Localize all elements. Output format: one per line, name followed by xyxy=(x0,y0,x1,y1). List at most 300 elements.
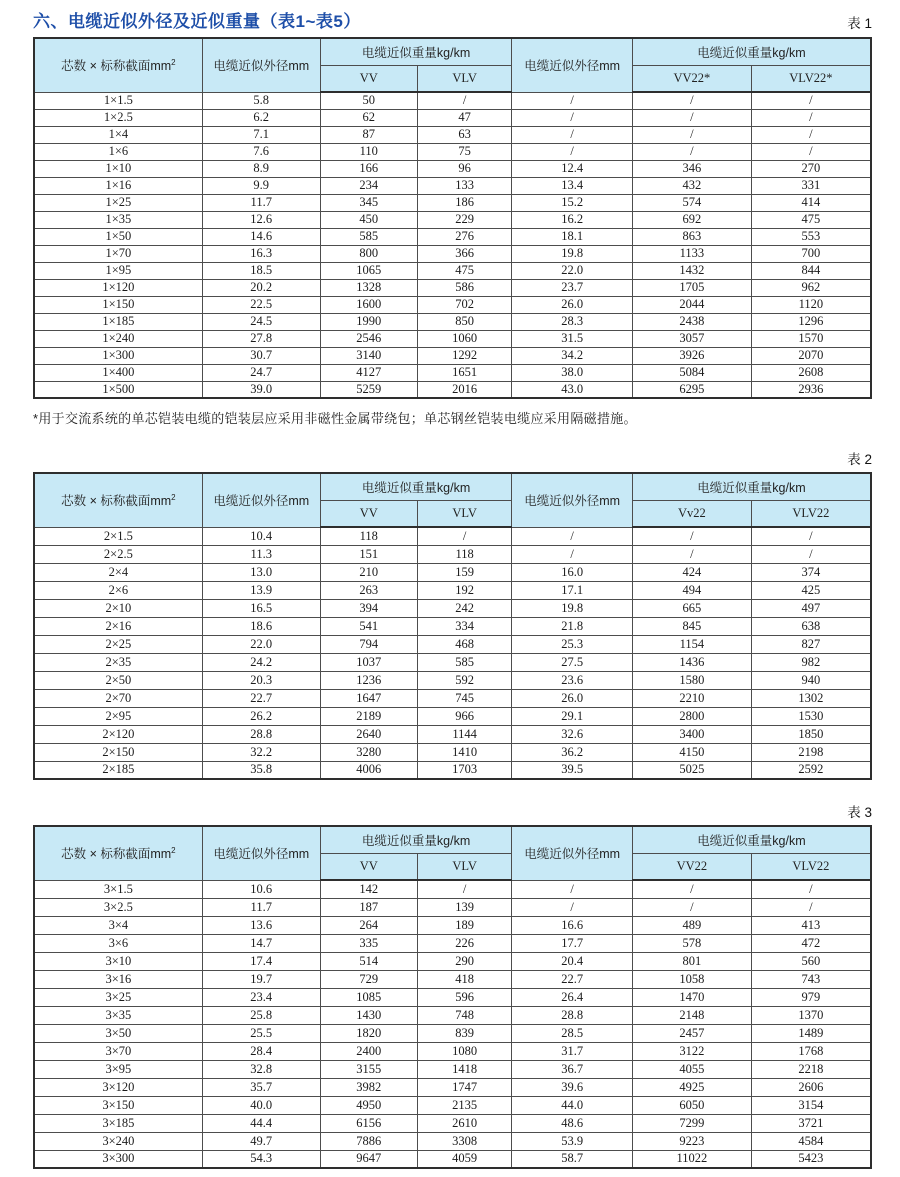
header-vlv22: VLV22 xyxy=(751,500,871,527)
header-spec-sup: 2 xyxy=(171,58,176,68)
cell: 29.1 xyxy=(512,707,633,725)
cell: 2800 xyxy=(632,707,751,725)
cell: 450 xyxy=(320,211,417,228)
table-row xyxy=(34,92,871,109)
cell: 23.7 xyxy=(512,279,633,296)
cell: 3400 xyxy=(632,725,751,743)
cell: / xyxy=(632,143,751,160)
cell: 1530 xyxy=(751,707,871,725)
header-vlv22: VLV22* xyxy=(751,65,871,92)
cell: 32.6 xyxy=(512,725,633,743)
cell: 3×2.5 xyxy=(34,898,202,916)
cell: 1×2.5 xyxy=(34,109,202,126)
cell: 497 xyxy=(751,599,871,617)
cell: 1302 xyxy=(751,689,871,707)
cell: 801 xyxy=(632,952,751,970)
cell: 36.7 xyxy=(512,1060,633,1078)
header-weight: 电缆近似重量kg/km xyxy=(320,38,512,65)
cell: 58.7 xyxy=(512,1150,633,1168)
cell: / xyxy=(751,109,871,126)
cell: 17.7 xyxy=(512,934,633,952)
cell: 494 xyxy=(632,581,751,599)
cell: 229 xyxy=(417,211,512,228)
cell: 592 xyxy=(417,671,512,689)
table-row xyxy=(34,880,871,898)
cell: 2457 xyxy=(632,1024,751,1042)
cell: 1×150 xyxy=(34,296,202,313)
cell: 2×150 xyxy=(34,743,202,761)
table2-label: 表 2 xyxy=(847,452,872,467)
header-weight: 电缆近似重量kg/km xyxy=(320,473,512,500)
table-row xyxy=(34,1150,871,1168)
table-row xyxy=(34,635,871,653)
cell: 800 xyxy=(320,245,417,262)
cell: 2×6 xyxy=(34,581,202,599)
cell: / xyxy=(751,143,871,160)
cell: 290 xyxy=(417,952,512,970)
cell: 49.7 xyxy=(202,1132,320,1150)
cell: 3721 xyxy=(751,1114,871,1132)
cell: 17.4 xyxy=(202,952,320,970)
cell: 1120 xyxy=(751,296,871,313)
cell: 9223 xyxy=(632,1132,751,1150)
cell: 3×35 xyxy=(34,1006,202,1024)
cell: 374 xyxy=(751,563,871,581)
cell: 12.6 xyxy=(202,211,320,228)
cell: 2×1.5 xyxy=(34,527,202,545)
table-row xyxy=(34,313,871,330)
cell: 22.5 xyxy=(202,296,320,313)
cell: 5084 xyxy=(632,364,751,381)
cell: 2×2.5 xyxy=(34,545,202,563)
cell: 151 xyxy=(320,545,417,563)
cell: 1600 xyxy=(320,296,417,313)
cell: 1705 xyxy=(632,279,751,296)
cell: 702 xyxy=(417,296,512,313)
table-row xyxy=(34,381,871,398)
cell: 36.2 xyxy=(512,743,633,761)
cell: 16.0 xyxy=(512,563,633,581)
cell: 1470 xyxy=(632,988,751,1006)
cell: 1990 xyxy=(320,313,417,330)
cell: 665 xyxy=(632,599,751,617)
table-row xyxy=(34,279,871,296)
table-row xyxy=(34,581,871,599)
cell: 3×6 xyxy=(34,934,202,952)
cell: 574 xyxy=(632,194,751,211)
cell: 9647 xyxy=(320,1150,417,1168)
cell: 242 xyxy=(417,599,512,617)
cell: 1058 xyxy=(632,970,751,988)
header-vlv: VLV xyxy=(417,853,512,880)
header-vlv: VLV xyxy=(417,65,512,92)
cell: 1292 xyxy=(417,347,512,364)
cell: 28.4 xyxy=(202,1042,320,1060)
cell: 2546 xyxy=(320,330,417,347)
cell: 4006 xyxy=(320,761,417,779)
header-weight2: 电缆近似重量kg/km xyxy=(632,826,871,853)
table-row xyxy=(34,1114,871,1132)
cell: 541 xyxy=(320,617,417,635)
table-row xyxy=(34,347,871,364)
cell: 748 xyxy=(417,1006,512,1024)
header-spec xyxy=(34,826,202,880)
cell: 475 xyxy=(751,211,871,228)
cell: 3×120 xyxy=(34,1078,202,1096)
page-title: 六、电缆近似外径及近似重量（表1~表5） xyxy=(33,12,361,31)
cell: 8.9 xyxy=(202,160,320,177)
cell: 264 xyxy=(320,916,417,934)
cell: 425 xyxy=(751,581,871,599)
cell: 187 xyxy=(320,898,417,916)
cell: 2×50 xyxy=(34,671,202,689)
header-od: 电缆近似外径mm xyxy=(202,38,320,92)
cell: 979 xyxy=(751,988,871,1006)
cell: 1703 xyxy=(417,761,512,779)
cell: 20.2 xyxy=(202,279,320,296)
cell: 844 xyxy=(751,262,871,279)
cell: 3×10 xyxy=(34,952,202,970)
cell: 276 xyxy=(417,228,512,245)
cell: 1×4 xyxy=(34,126,202,143)
cell: 489 xyxy=(632,916,751,934)
cell: 17.1 xyxy=(512,581,633,599)
cell: 794 xyxy=(320,635,417,653)
cell: 40.0 xyxy=(202,1096,320,1114)
header-vv: VV xyxy=(320,853,417,880)
cell: 270 xyxy=(751,160,871,177)
cell: 586 xyxy=(417,279,512,296)
cell: 1×25 xyxy=(34,194,202,211)
cell: 159 xyxy=(417,563,512,581)
table-row xyxy=(34,177,871,194)
cell: 20.4 xyxy=(512,952,633,970)
table-row xyxy=(34,1042,871,1060)
cell: 3×300 xyxy=(34,1150,202,1168)
cell: 2×185 xyxy=(34,761,202,779)
cell: 30.7 xyxy=(202,347,320,364)
cell: 3308 xyxy=(417,1132,512,1150)
cell: / xyxy=(512,527,633,545)
cell: 1410 xyxy=(417,743,512,761)
cell: 35.8 xyxy=(202,761,320,779)
cell: 424 xyxy=(632,563,751,581)
cell: 62 xyxy=(320,109,417,126)
table-row xyxy=(34,988,871,1006)
cell: 3×4 xyxy=(34,916,202,934)
cell: 2610 xyxy=(417,1114,512,1132)
table2-header xyxy=(34,473,871,527)
cable-table-1 xyxy=(33,37,872,399)
cell: 22.0 xyxy=(512,262,633,279)
cell: / xyxy=(751,527,871,545)
cell: 2070 xyxy=(751,347,871,364)
cell: 1×50 xyxy=(34,228,202,245)
cell: 1133 xyxy=(632,245,751,262)
cell: 1×300 xyxy=(34,347,202,364)
cell: 28.8 xyxy=(512,1006,633,1024)
cell: 3×150 xyxy=(34,1096,202,1114)
cell: / xyxy=(632,126,751,143)
header-spec-text: 芯数 × 标称截面mm xyxy=(61,494,172,509)
cell: 1370 xyxy=(751,1006,871,1024)
header-vlv22: VLV22 xyxy=(751,853,871,880)
cell: 44.4 xyxy=(202,1114,320,1132)
table-row xyxy=(34,1096,871,1114)
cell: 18.5 xyxy=(202,262,320,279)
cell: 472 xyxy=(751,934,871,952)
cell: 413 xyxy=(751,916,871,934)
cell: 1432 xyxy=(632,262,751,279)
cell: 27.5 xyxy=(512,653,633,671)
cell: 13.6 xyxy=(202,916,320,934)
cell: 3×185 xyxy=(34,1114,202,1132)
cable-table-2 xyxy=(33,472,872,780)
table-row xyxy=(34,707,871,725)
table-row xyxy=(34,761,871,779)
cell: 19.8 xyxy=(512,599,633,617)
table3-label: 表 3 xyxy=(847,805,872,820)
table-row xyxy=(34,934,871,952)
cell: 2016 xyxy=(417,381,512,398)
cell: 24.5 xyxy=(202,313,320,330)
cell: 118 xyxy=(320,527,417,545)
cell: 24.2 xyxy=(202,653,320,671)
cell: 2×35 xyxy=(34,653,202,671)
cell: / xyxy=(512,898,633,916)
cell: 3280 xyxy=(320,743,417,761)
cell: 4950 xyxy=(320,1096,417,1114)
table-row xyxy=(34,952,871,970)
cell: 553 xyxy=(751,228,871,245)
cell: 346 xyxy=(632,160,751,177)
cell: 20.3 xyxy=(202,671,320,689)
cell: 11.3 xyxy=(202,545,320,563)
table-row xyxy=(34,1024,871,1042)
cell: 28.3 xyxy=(512,313,633,330)
table-row xyxy=(34,262,871,279)
table-row xyxy=(34,245,871,262)
cell: 940 xyxy=(751,671,871,689)
table-row xyxy=(34,1006,871,1024)
cell: 729 xyxy=(320,970,417,988)
cell: 966 xyxy=(417,707,512,725)
cell: 3122 xyxy=(632,1042,751,1060)
cell: 982 xyxy=(751,653,871,671)
cell: 1×95 xyxy=(34,262,202,279)
cell: 2640 xyxy=(320,725,417,743)
cell: 514 xyxy=(320,952,417,970)
table-row xyxy=(34,364,871,381)
table1-header xyxy=(34,38,871,92)
cell: 210 xyxy=(320,563,417,581)
cell: 1236 xyxy=(320,671,417,689)
cell: 186 xyxy=(417,194,512,211)
cell: / xyxy=(751,880,871,898)
cell: 6050 xyxy=(632,1096,751,1114)
cell: / xyxy=(632,92,751,109)
cell: 38.0 xyxy=(512,364,633,381)
cell: 1850 xyxy=(751,725,871,743)
footnote: *用于交流系统的单芯铠装电缆的铠装层应采用非磁性金属带绕包；单芯钢丝铠装电缆应采用隔磁措施。 xyxy=(33,411,637,426)
cell: 26.0 xyxy=(512,296,633,313)
cell: 335 xyxy=(320,934,417,952)
table-row xyxy=(34,563,871,581)
cell: 28.5 xyxy=(512,1024,633,1042)
cell: 35.7 xyxy=(202,1078,320,1096)
cell: / xyxy=(417,880,512,898)
cell: 192 xyxy=(417,581,512,599)
cell: 5423 xyxy=(751,1150,871,1168)
cell: 700 xyxy=(751,245,871,262)
cell: 11.7 xyxy=(202,194,320,211)
cell: 139 xyxy=(417,898,512,916)
cell: 118 xyxy=(417,545,512,563)
cell: 3×1.5 xyxy=(34,880,202,898)
cell: 1820 xyxy=(320,1024,417,1042)
cell: 110 xyxy=(320,143,417,160)
table-row xyxy=(34,743,871,761)
cell: / xyxy=(632,527,751,545)
cell: 2189 xyxy=(320,707,417,725)
cell: 7.1 xyxy=(202,126,320,143)
cell: 3×95 xyxy=(34,1060,202,1078)
cell: 1×120 xyxy=(34,279,202,296)
cell: 4055 xyxy=(632,1060,751,1078)
cell: 32.2 xyxy=(202,743,320,761)
cell: 21.8 xyxy=(512,617,633,635)
cell: 2210 xyxy=(632,689,751,707)
cell: 475 xyxy=(417,262,512,279)
cell: 1×6 xyxy=(34,143,202,160)
table-row xyxy=(34,527,871,545)
table-row xyxy=(34,725,871,743)
cell: / xyxy=(632,898,751,916)
cell: 26.4 xyxy=(512,988,633,1006)
cell: / xyxy=(751,898,871,916)
cell: 1430 xyxy=(320,1006,417,1024)
cell: 22.7 xyxy=(202,689,320,707)
cell: 19.8 xyxy=(512,245,633,262)
cell: / xyxy=(417,92,512,109)
cell: 366 xyxy=(417,245,512,262)
cell: 1×185 xyxy=(34,313,202,330)
cell: 75 xyxy=(417,143,512,160)
cell: 1570 xyxy=(751,330,871,347)
cell: 1489 xyxy=(751,1024,871,1042)
cell: 23.4 xyxy=(202,988,320,1006)
cell: 2608 xyxy=(751,364,871,381)
cell: 468 xyxy=(417,635,512,653)
table-row xyxy=(34,228,871,245)
table-row xyxy=(34,545,871,563)
cell: 2135 xyxy=(417,1096,512,1114)
cell: 1×70 xyxy=(34,245,202,262)
cell: 850 xyxy=(417,313,512,330)
cell: 3057 xyxy=(632,330,751,347)
cell: 133 xyxy=(417,177,512,194)
cell: 845 xyxy=(632,617,751,635)
cell: 1418 xyxy=(417,1060,512,1078)
cell: 1037 xyxy=(320,653,417,671)
cell: 96 xyxy=(417,160,512,177)
cell: 1747 xyxy=(417,1078,512,1096)
header-vv: VV xyxy=(320,500,417,527)
header-spec-sup: 2 xyxy=(171,493,176,503)
cell: 3×25 xyxy=(34,988,202,1006)
cell: 5025 xyxy=(632,761,751,779)
cell: 2400 xyxy=(320,1042,417,1060)
cell: 25.8 xyxy=(202,1006,320,1024)
cell: 31.7 xyxy=(512,1042,633,1060)
cell: 1154 xyxy=(632,635,751,653)
cell: 16.2 xyxy=(512,211,633,228)
cell: 1065 xyxy=(320,262,417,279)
cell: 1296 xyxy=(751,313,871,330)
table-row xyxy=(34,109,871,126)
header-vv: VV xyxy=(320,65,417,92)
cell: 1085 xyxy=(320,988,417,1006)
cell: 7299 xyxy=(632,1114,751,1132)
cell: 3140 xyxy=(320,347,417,364)
cell: 1651 xyxy=(417,364,512,381)
table-row xyxy=(34,617,871,635)
table-row xyxy=(34,1132,871,1150)
cell: / xyxy=(512,109,633,126)
cell: 2592 xyxy=(751,761,871,779)
cell: 10.6 xyxy=(202,880,320,898)
cell: 14.7 xyxy=(202,934,320,952)
table-row xyxy=(34,1078,871,1096)
cell: 2218 xyxy=(751,1060,871,1078)
title-row xyxy=(33,7,872,32)
cell: 7.6 xyxy=(202,143,320,160)
cell: 1060 xyxy=(417,330,512,347)
cell: 4584 xyxy=(751,1132,871,1150)
cell: 16.3 xyxy=(202,245,320,262)
cell: 6156 xyxy=(320,1114,417,1132)
cell: 43.0 xyxy=(512,381,633,398)
cell: 2×70 xyxy=(34,689,202,707)
cell: 5259 xyxy=(320,381,417,398)
table-row xyxy=(34,211,871,228)
table-row xyxy=(34,330,871,347)
cell: 18.6 xyxy=(202,617,320,635)
cell: 13.4 xyxy=(512,177,633,194)
cell: 14.6 xyxy=(202,228,320,245)
cell: 394 xyxy=(320,599,417,617)
cell: 2×120 xyxy=(34,725,202,743)
cell: / xyxy=(632,109,751,126)
cell: 3155 xyxy=(320,1060,417,1078)
cell: 189 xyxy=(417,916,512,934)
cell: / xyxy=(751,92,871,109)
cell: 10.4 xyxy=(202,527,320,545)
cell: 47 xyxy=(417,109,512,126)
cell: / xyxy=(751,126,871,143)
header-od2: 电缆近似外径mm xyxy=(512,826,633,880)
cell: 26.2 xyxy=(202,707,320,725)
header-weight2: 电缆近似重量kg/km xyxy=(632,38,871,65)
cell: 1×10 xyxy=(34,160,202,177)
table3-label-row xyxy=(33,801,872,822)
table-row xyxy=(34,970,871,988)
cell: 3×16 xyxy=(34,970,202,988)
table-row xyxy=(34,126,871,143)
table-row xyxy=(34,160,871,177)
cell: 585 xyxy=(320,228,417,245)
cell: 226 xyxy=(417,934,512,952)
